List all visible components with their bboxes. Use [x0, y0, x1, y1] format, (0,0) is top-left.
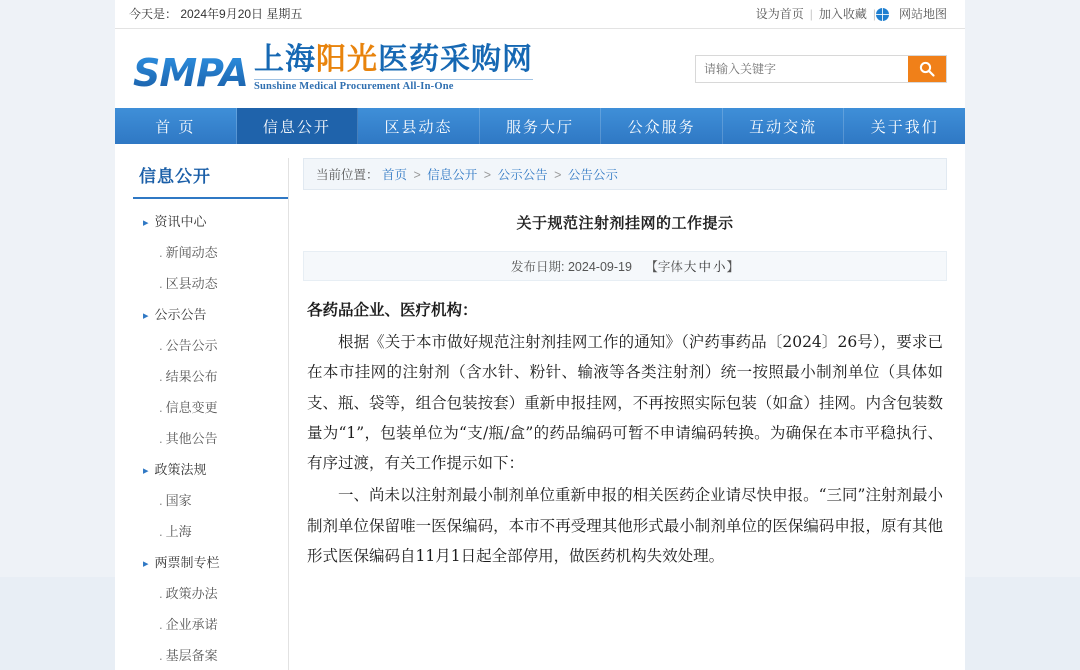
breadcrumb-item-info-disclosure[interactable]: 信息公开 [427, 168, 478, 182]
breadcrumb-item-notice[interactable]: 公告公示 [567, 168, 618, 182]
font-size-label-close: 】 [726, 260, 739, 274]
sitemap-link[interactable]: 网站地图 [898, 7, 947, 21]
article-paragraph: 一、尚未以注射剂最小制剂单位重新申报的相关医药企业请尽快申报。“三同”注射剂最小制剂单位保留唯一医保编码，本市不再受理其他形式最小制剂单位的医保编码申报，原有其他形式医保编码自11月1日起全部停用，做医药机构失效处理。 [307, 486, 943, 565]
dot-icon: . [159, 400, 163, 415]
sidebar-item-info-change[interactable] [133, 391, 288, 422]
dot-icon: . [159, 493, 163, 508]
site-frame [115, 0, 965, 670]
chevron-right-icon: ▸ [143, 558, 149, 570]
dot-icon: . [159, 431, 163, 446]
sidebar-item-label: 公示公告 [154, 307, 207, 322]
sidebar-item-grassroots-record[interactable] [133, 639, 288, 670]
article-paragraph: 各药品企业、医疗机构： [307, 300, 478, 319]
sidebar-item-label: 政策法规 [154, 462, 207, 477]
logo-abbr: SMPA [133, 51, 248, 96]
sidebar-item-policy-measures[interactable] [133, 577, 288, 608]
breadcrumb-separator: > [413, 168, 421, 182]
site-logo[interactable] [133, 41, 533, 96]
sidebar-item-notice[interactable] [133, 329, 288, 360]
font-size-label-open: 【字体 [645, 260, 683, 274]
sidebar-item-label: 企业承诺 [165, 617, 218, 632]
article-paragraph: 根据《关于本市做好规范注射剂挂网工作的通知》（沪药事药品〔2024〕26号），要求已在本市挂网的注射剂（含水针、粉针、输液等各类注射剂）统一按照最小制剂单位（具体如支、瓶、袋等，组合包装按套）重新申报挂网，不再按照实际包装（如盒）挂网。内含包装数量为“1”，包装单位为“支/瓶/盒”的药品编码可暂不申请编码转换。为确保在本市平稳执行、有序过渡，有关工作提示如下： [307, 333, 943, 473]
search-icon [918, 60, 936, 78]
sidebar-item-news[interactable] [133, 236, 288, 267]
publish-date-value: 2024-09-19 [567, 260, 632, 274]
main-column [289, 158, 947, 670]
sidebar-item-label: 基层备案 [165, 648, 218, 663]
breadcrumb-item-home[interactable]: 首页 [382, 168, 408, 182]
sidebar-item-label: 上海 [165, 524, 192, 539]
sidebar-title: 信息公开 [133, 158, 288, 199]
search-button[interactable] [908, 56, 946, 82]
sidebar-item-shanghai[interactable] [133, 515, 288, 546]
chevron-right-icon: ▸ [143, 217, 149, 229]
logo-cn-part1: 上海 [253, 41, 316, 77]
sidebar-item-enterprise-commit[interactable] [133, 608, 288, 639]
sidebar-item-news-center[interactable] [133, 205, 288, 236]
nav-item-home[interactable]: 首 页 [115, 108, 237, 144]
publish-date-label: 发布日期: [511, 260, 565, 274]
sidebar-item-label: 信息变更 [165, 400, 218, 415]
breadcrumb [303, 158, 947, 190]
sidebar-item-label: 公告公示 [165, 338, 218, 353]
sidebar-item-label: 结果公布 [165, 369, 218, 384]
font-size-medium-button[interactable]: 中 [698, 260, 711, 274]
dot-icon: . [159, 617, 163, 632]
article-title: 关于规范注射剂挂网的工作提示 [516, 214, 734, 232]
nav-item-district-news[interactable]: 区县动态 [358, 108, 480, 144]
link-separator-1: | [809, 7, 813, 21]
set-homepage-link[interactable]: 设为首页 [755, 7, 804, 21]
sidebar-item-announcements[interactable] [133, 298, 288, 329]
nav-item-info-disclosure[interactable]: 信息公开 [237, 108, 359, 144]
logo-english: Sunshine Medical Procurement All-In-One [254, 79, 533, 93]
dot-icon: . [159, 276, 163, 291]
sidebar-item-label: 政策办法 [165, 586, 218, 601]
nav-item-service-hall[interactable]: 服务大厅 [480, 108, 602, 144]
dot-icon: . [159, 586, 163, 601]
main-nav [115, 108, 965, 144]
sidebar-list [133, 199, 288, 670]
link-separator-2: | [872, 7, 876, 21]
article-meta [303, 251, 947, 281]
sidebar-item-two-invoice[interactable] [133, 546, 288, 577]
sidebar-item-other-notice[interactable] [133, 422, 288, 453]
sidebar-item-label: 资讯中心 [154, 214, 207, 229]
content-area [115, 144, 965, 670]
dot-icon: . [159, 369, 163, 384]
chevron-right-icon: ▸ [143, 465, 149, 477]
sidebar-item-district[interactable] [133, 267, 288, 298]
sidebar-item-label: 新闻动态 [165, 245, 218, 260]
search-box [695, 55, 947, 83]
dot-icon: . [159, 245, 163, 260]
dot-icon: . [159, 524, 163, 539]
today-date: 今天是： 2024年9月20日 星期五 [129, 7, 303, 21]
logo-cn-part2: 阳光 [315, 41, 378, 77]
nav-item-about-us[interactable]: 关于我们 [870, 118, 939, 136]
breadcrumb-separator: > [483, 168, 492, 182]
sidebar-item-label: 区县动态 [165, 276, 218, 291]
font-size-large-button[interactable]: 大 [683, 260, 697, 274]
breadcrumb-prefix: 当前位置： [316, 168, 379, 182]
dot-icon: . [159, 338, 163, 353]
site-header [115, 29, 965, 108]
logo-chinese [253, 41, 533, 77]
sidebar-item-results[interactable] [133, 360, 288, 391]
chevron-right-icon: ▸ [143, 310, 149, 322]
breadcrumb-separator: > [554, 168, 562, 182]
top-links [750, 0, 953, 28]
sidebar-item-label: 其他公告 [165, 431, 218, 446]
nav-item-public-service[interactable]: 公众服务 [601, 108, 723, 144]
search-input[interactable] [696, 56, 908, 82]
logo-cn-part3: 医药采购网 [377, 41, 533, 77]
sidebar-item-label: 国家 [165, 493, 192, 508]
logo-text [253, 41, 533, 93]
globe-icon [876, 8, 889, 21]
font-size-controls [645, 260, 739, 274]
sidebar-item-national[interactable] [133, 484, 288, 515]
sidebar-item-policy[interactable] [133, 453, 288, 484]
top-bar [115, 0, 965, 29]
sidebar-item-label: 两票制专栏 [154, 555, 220, 570]
font-size-small-button[interactable]: 小 [712, 260, 726, 274]
article-body [303, 281, 947, 571]
sidebar [133, 158, 289, 670]
nav-item-interaction[interactable]: 互动交流 [723, 108, 845, 144]
breadcrumb-item-announcements[interactable]: 公示公告 [497, 168, 548, 182]
add-favorite-link[interactable]: 加入收藏 [818, 7, 867, 21]
dot-icon: . [159, 648, 163, 663]
